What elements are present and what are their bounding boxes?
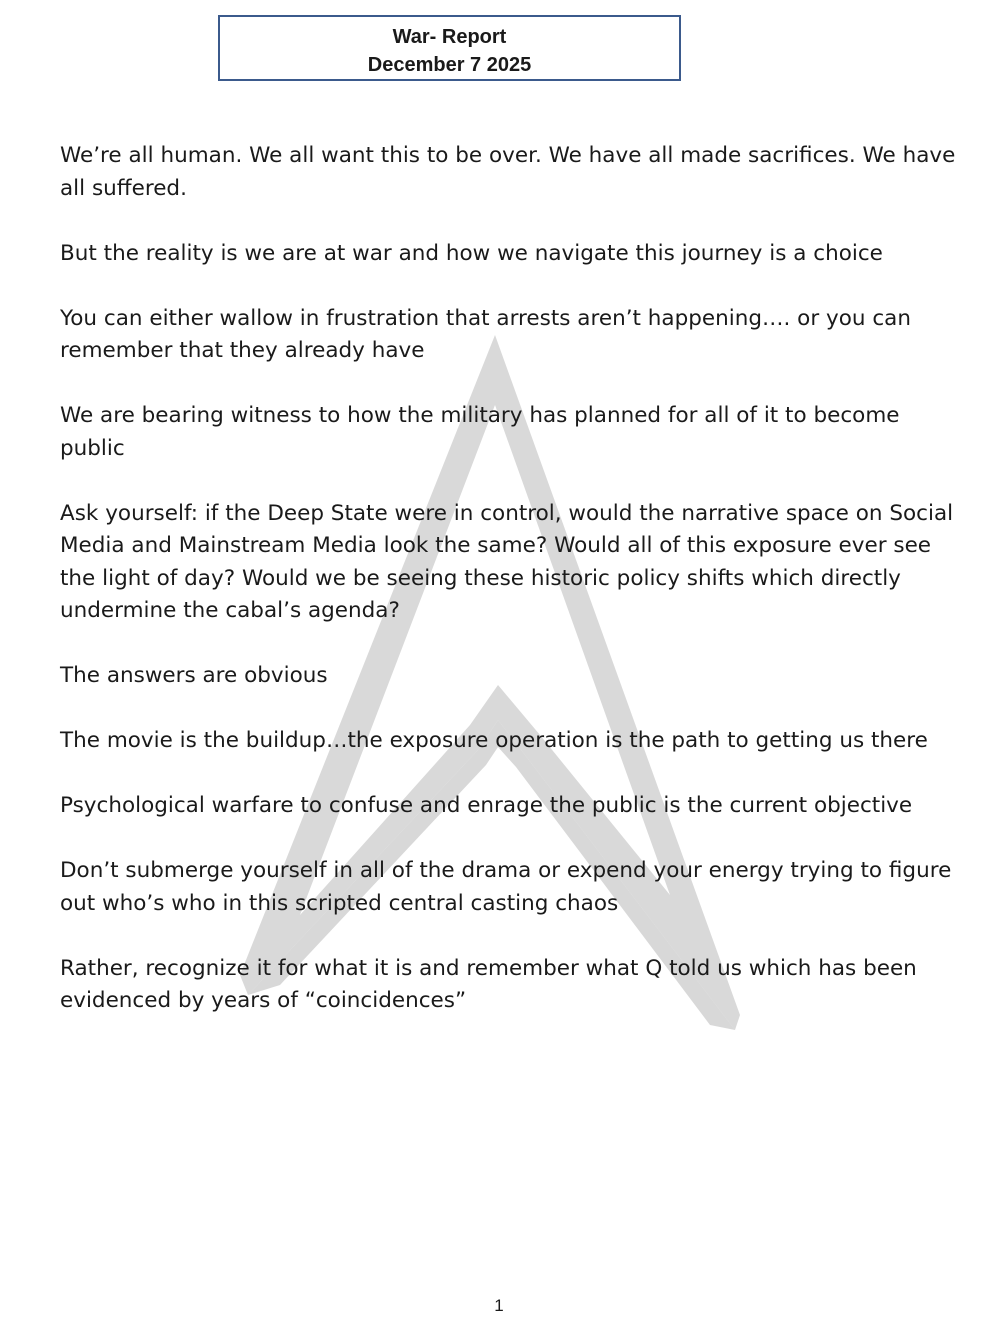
paragraph: Ask yourself: if the Deep State were in control, would the narrative space on Social Media and Mainstream Media look the same? Would all of this exposure ever see the light of day? Would we be seeing these historic policy shifts which directly undermine the cabal’s agenda?	[60, 500, 954, 623]
paragraph: Psychological warfare to confuse and enrage the public is the current objective	[60, 793, 913, 818]
paragraph: Rather, recognize it for what it is and remember what Q told us which has been evidenced by years of “coincidences”	[60, 955, 917, 1013]
page-number: 1	[494, 1296, 504, 1315]
paragraph: The movie is the buildup…the exposure operation is the path to getting us there	[60, 728, 928, 753]
report-date: December 7 2025	[367, 54, 532, 76]
paragraph: Don’t submerge yourself in all of the drama or expend your energy trying to figure out who’s who in this scripted central casting chaos	[60, 858, 952, 916]
report-body	[60, 140, 960, 1050]
paragraph: But the reality is we are at war and how we navigate this journey is a choice	[60, 240, 883, 266]
report-header-box	[218, 15, 681, 81]
paragraph: We are bearing witness to how the military has planned for all of it to become public	[60, 403, 900, 461]
paragraph: The answers are obvious	[60, 663, 328, 688]
report-title: War- Report	[392, 26, 507, 48]
paragraph: You can either wallow in frustration that arrests aren’t happening…. or you can remember that they already have	[60, 305, 911, 363]
paragraph: We’re all human. We all want this to be over. We have all made sacrifices. We have all suffered.	[60, 143, 956, 201]
